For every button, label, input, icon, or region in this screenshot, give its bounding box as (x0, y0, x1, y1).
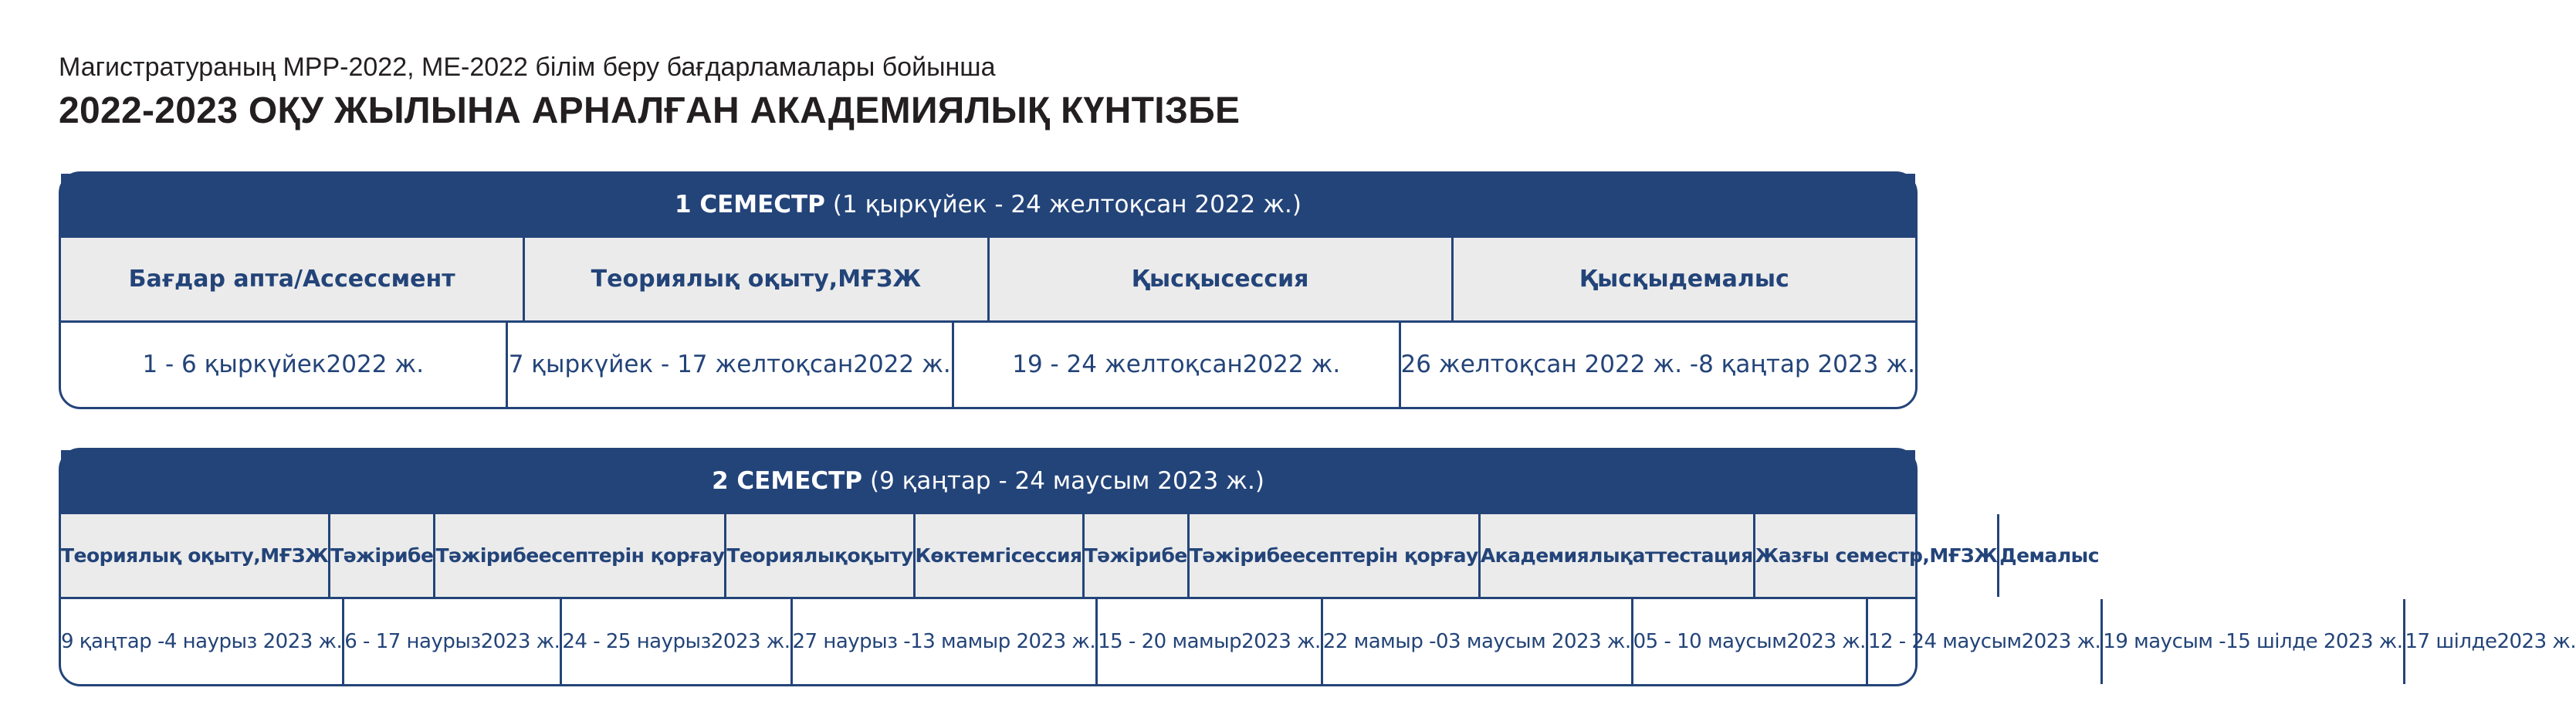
semester-2-col-head: Теориялық оқыту (724, 514, 912, 597)
semester-1-col-head: Бағдар апта/ Ассессмент (128, 266, 455, 293)
semester-2-table (59, 448, 2576, 686)
semester-2-col-head: Теориялық оқыту, МҒЗЖ (61, 544, 329, 567)
semester-1-date-cell: 7 қыркүйек - 17 желтоқсан 2022 ж. (506, 323, 953, 407)
semester-1-table (59, 171, 1918, 409)
semester-1-col-head: Қысқы демалыс (1451, 238, 1915, 320)
semester-2-col-head: Тәжірибе (328, 514, 433, 597)
semester-2-col-head: Жазғы семестр, МҒЗЖ (1753, 514, 1998, 597)
semester-2-date-cell: 24 - 25 наурыз 2023 ж. (560, 599, 790, 684)
semester-2-header-row (61, 512, 2100, 599)
semester-2-date-cell: 6 - 17 наурыз 2023 ж. (342, 599, 560, 684)
semester-2-date-cell: 19 маусым - 15 шілде 2023 ж. (2100, 599, 2402, 684)
semester-1-col-head: Қысқы сессия (987, 238, 1451, 320)
semester-1-dates-row (61, 323, 1915, 407)
semester-1-header-row (61, 235, 1915, 323)
semester-1-label: 1 СЕМЕСТР (674, 191, 825, 219)
semester-2-col-head: Тәжірибе есептерін қорғау (433, 514, 724, 597)
semester-1-date-cell: 1 - 6 қыркүйек 2022 ж. (142, 351, 425, 378)
semester-1-date-cell: 26 желтоқсан 2022 ж. - 8 қаңтар 2023 ж. (1399, 323, 1916, 407)
semester-2-date-cell: 12 - 24 маусым 2023 ж. (1866, 599, 2100, 684)
semester-2-dates-row (61, 599, 2576, 684)
semester-2-date-cell: 27 наурыз - 13 мамыр 2023 ж. (790, 599, 1096, 684)
semester-2-col-head: Тәжірибе (1082, 514, 1187, 597)
semester-2-col-head: Тәжірибе есептерін қорғау (1187, 514, 1478, 597)
document-title: 2022-2023 ОҚУ ЖЫЛЫНА АРНАЛҒАН АКАДЕМИЯЛЫҚ КҮНТІЗБЕ (59, 90, 1241, 131)
semester-2-date-cell: 05 - 10 маусым 2023 ж. (1631, 599, 1866, 684)
semester-2-col-head: Академиялық аттестация (1478, 514, 1753, 597)
semester-2-label: 2 СЕМЕСТР (712, 467, 862, 495)
semester-2-range: (9 қаңтар - 24 маусым 2023 ж.) (870, 467, 1264, 495)
semester-2-date-cell: 9 қаңтар - 4 наурыз 2023 ж. (61, 630, 343, 653)
semester-1-date-cell: 19 - 24 желтоқсан 2022 ж. (952, 323, 1399, 407)
semester-2-date-cell: 17 шілде 2023 ж. (2403, 599, 2576, 684)
semester-1-header (61, 174, 1915, 235)
semester-2-date-cell: 22 мамыр - 03 маусым 2023 ж. (1321, 599, 1631, 684)
semester-2-col-head: Демалыс (1997, 514, 2099, 597)
semester-2-col-head: Көктемгі сессия (913, 514, 1082, 597)
semester-1-col-head: Теориялық оқыту, МҒЗЖ (523, 238, 987, 320)
semester-1-range: (1 қыркүйек - 24 желтоқсан 2022 ж.) (832, 191, 1302, 219)
document-subtitle: Магистратураның МРР-2022, МЕ-2022 білім беру бағдарламалары бойынша (59, 53, 996, 82)
semester-2-date-cell: 15 - 20 мамыр 2023 ж. (1095, 599, 1321, 684)
semester-2-header (61, 450, 1915, 512)
